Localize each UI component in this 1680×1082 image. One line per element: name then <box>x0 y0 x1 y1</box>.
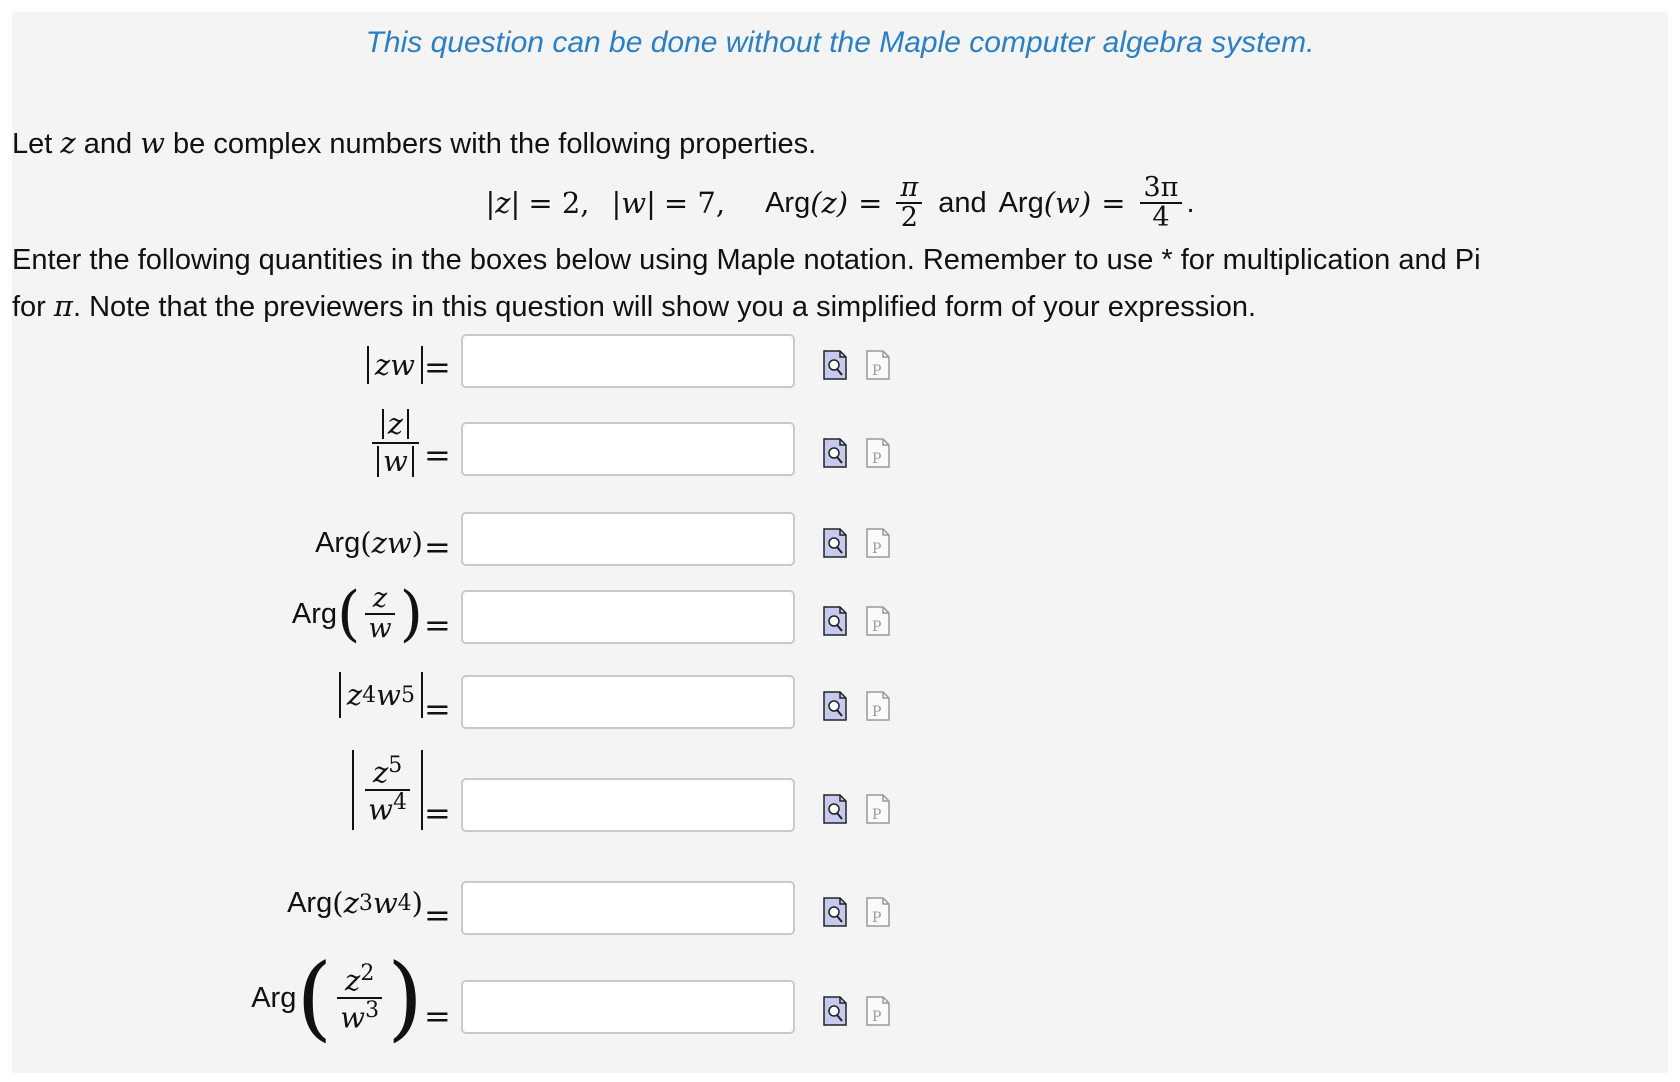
instructions-line2: for π. Note that the previewers in this question will show you a simplified form of your expression. <box>12 289 1257 323</box>
label-abs-zw: zw <box>367 346 423 384</box>
label-arg-z2-over-w3: Arg ( $\frac{z^2}{w^3}$ ) <box>251 944 423 1051</box>
p-icon[interactable] <box>866 606 890 636</box>
eq-sign-4: = <box>1101 186 1126 220</box>
p-icon[interactable] <box>866 438 890 468</box>
label-arg-z3w4: Arg ( z 3 w 4 ) <box>287 886 423 920</box>
answer-input-abs-zw[interactable] <box>461 334 795 388</box>
equals-sign: = <box>424 794 451 832</box>
props-period: . <box>1186 186 1195 219</box>
label-abs-z5-over-w4: $\frac{z^5}{w^4}$ <box>352 750 423 830</box>
label-arg-z-over-w: Arg ( $\frac{z}{w}$ ) <box>291 579 423 649</box>
maple-note: This question can be done without the Maple computer algebra system. <box>365 26 1315 59</box>
arg-w-arg: (w) <box>1043 186 1092 220</box>
preview-icon[interactable] <box>823 438 847 468</box>
svg-text:P: P <box>872 451 882 467</box>
intro-after: be complex numbers with the following properties. <box>164 128 817 160</box>
answer-input-arg-zw[interactable] <box>461 512 795 566</box>
arg-z-arg: (z) <box>810 186 849 220</box>
intro-and: and <box>75 128 141 160</box>
equals-sign: = <box>424 997 451 1035</box>
three-pi-over-4: $\frac{3\pi}{4}$ <box>1140 174 1183 233</box>
answer-input-arg-z2-over-w3[interactable] <box>461 980 795 1034</box>
eq-7: = 7, <box>663 186 726 220</box>
preview-icon[interactable] <box>823 794 847 824</box>
svg-text:P: P <box>872 704 882 720</box>
answer-input-arg-z-over-w[interactable] <box>461 590 795 644</box>
arg-z-prefix: Arg <box>765 186 811 219</box>
pi-over-2: $\frac{\pi}{2}$ <box>896 174 922 233</box>
properties-equation <box>12 168 1668 238</box>
p-icon[interactable] <box>866 691 890 721</box>
answer-input-abs-z-over-abs-w[interactable] <box>461 422 795 476</box>
answer-input-abs-z5-over-w4[interactable] <box>461 778 795 832</box>
preview-icon[interactable] <box>823 897 847 927</box>
p-icon[interactable] <box>866 794 890 824</box>
preview-icon[interactable] <box>823 996 847 1026</box>
eq-sign-3: = <box>858 186 883 220</box>
props-and: and <box>938 186 987 219</box>
intro-text <box>12 126 816 161</box>
equals-sign: = <box>424 606 451 644</box>
p-icon[interactable] <box>866 996 890 1026</box>
svg-text:P: P <box>872 910 882 926</box>
answer-input-abs-z4w5[interactable] <box>461 675 795 729</box>
instructions-line1: Enter the following quantities in the boxes below using Maple notation. Remember to use * for multiplication and Pi <box>12 244 1481 276</box>
preview-icon[interactable] <box>823 528 847 558</box>
p-icon[interactable] <box>866 528 890 558</box>
equals-sign: = <box>424 690 451 728</box>
equals-sign: = <box>424 348 451 386</box>
arg-w-prefix: Arg <box>998 186 1044 219</box>
svg-text:P: P <box>872 1009 882 1025</box>
abs-z: |z| <box>485 186 521 220</box>
equals-sign: = <box>424 896 451 934</box>
p-icon[interactable] <box>866 897 890 927</box>
preview-icon[interactable] <box>823 691 847 721</box>
equals-sign: = <box>424 436 451 474</box>
eq-2: = 2, <box>528 186 590 220</box>
label-abs-z-over-abs-w: $\frac{z}{w}$ <box>368 407 423 480</box>
answer-input-arg-z3w4[interactable] <box>461 881 795 935</box>
p-icon[interactable] <box>866 350 890 380</box>
var-z: z <box>60 126 76 160</box>
svg-text:P: P <box>872 619 882 635</box>
preview-icon[interactable] <box>823 606 847 636</box>
abs-w: |w| <box>611 186 656 220</box>
svg-text:P: P <box>872 541 882 557</box>
equals-sign: = <box>424 528 451 566</box>
var-w: w <box>140 126 165 160</box>
label-arg-zw: Arg ( zw ) <box>315 526 423 560</box>
intro-before: Let <box>12 128 61 160</box>
pi-symbol: π <box>53 289 73 323</box>
svg-text:P: P <box>872 363 882 379</box>
question-panel <box>12 12 1668 1073</box>
svg-text:P: P <box>872 807 882 823</box>
label-abs-z4w5: z 4 w 5 <box>339 672 423 718</box>
preview-icon[interactable] <box>823 350 847 380</box>
